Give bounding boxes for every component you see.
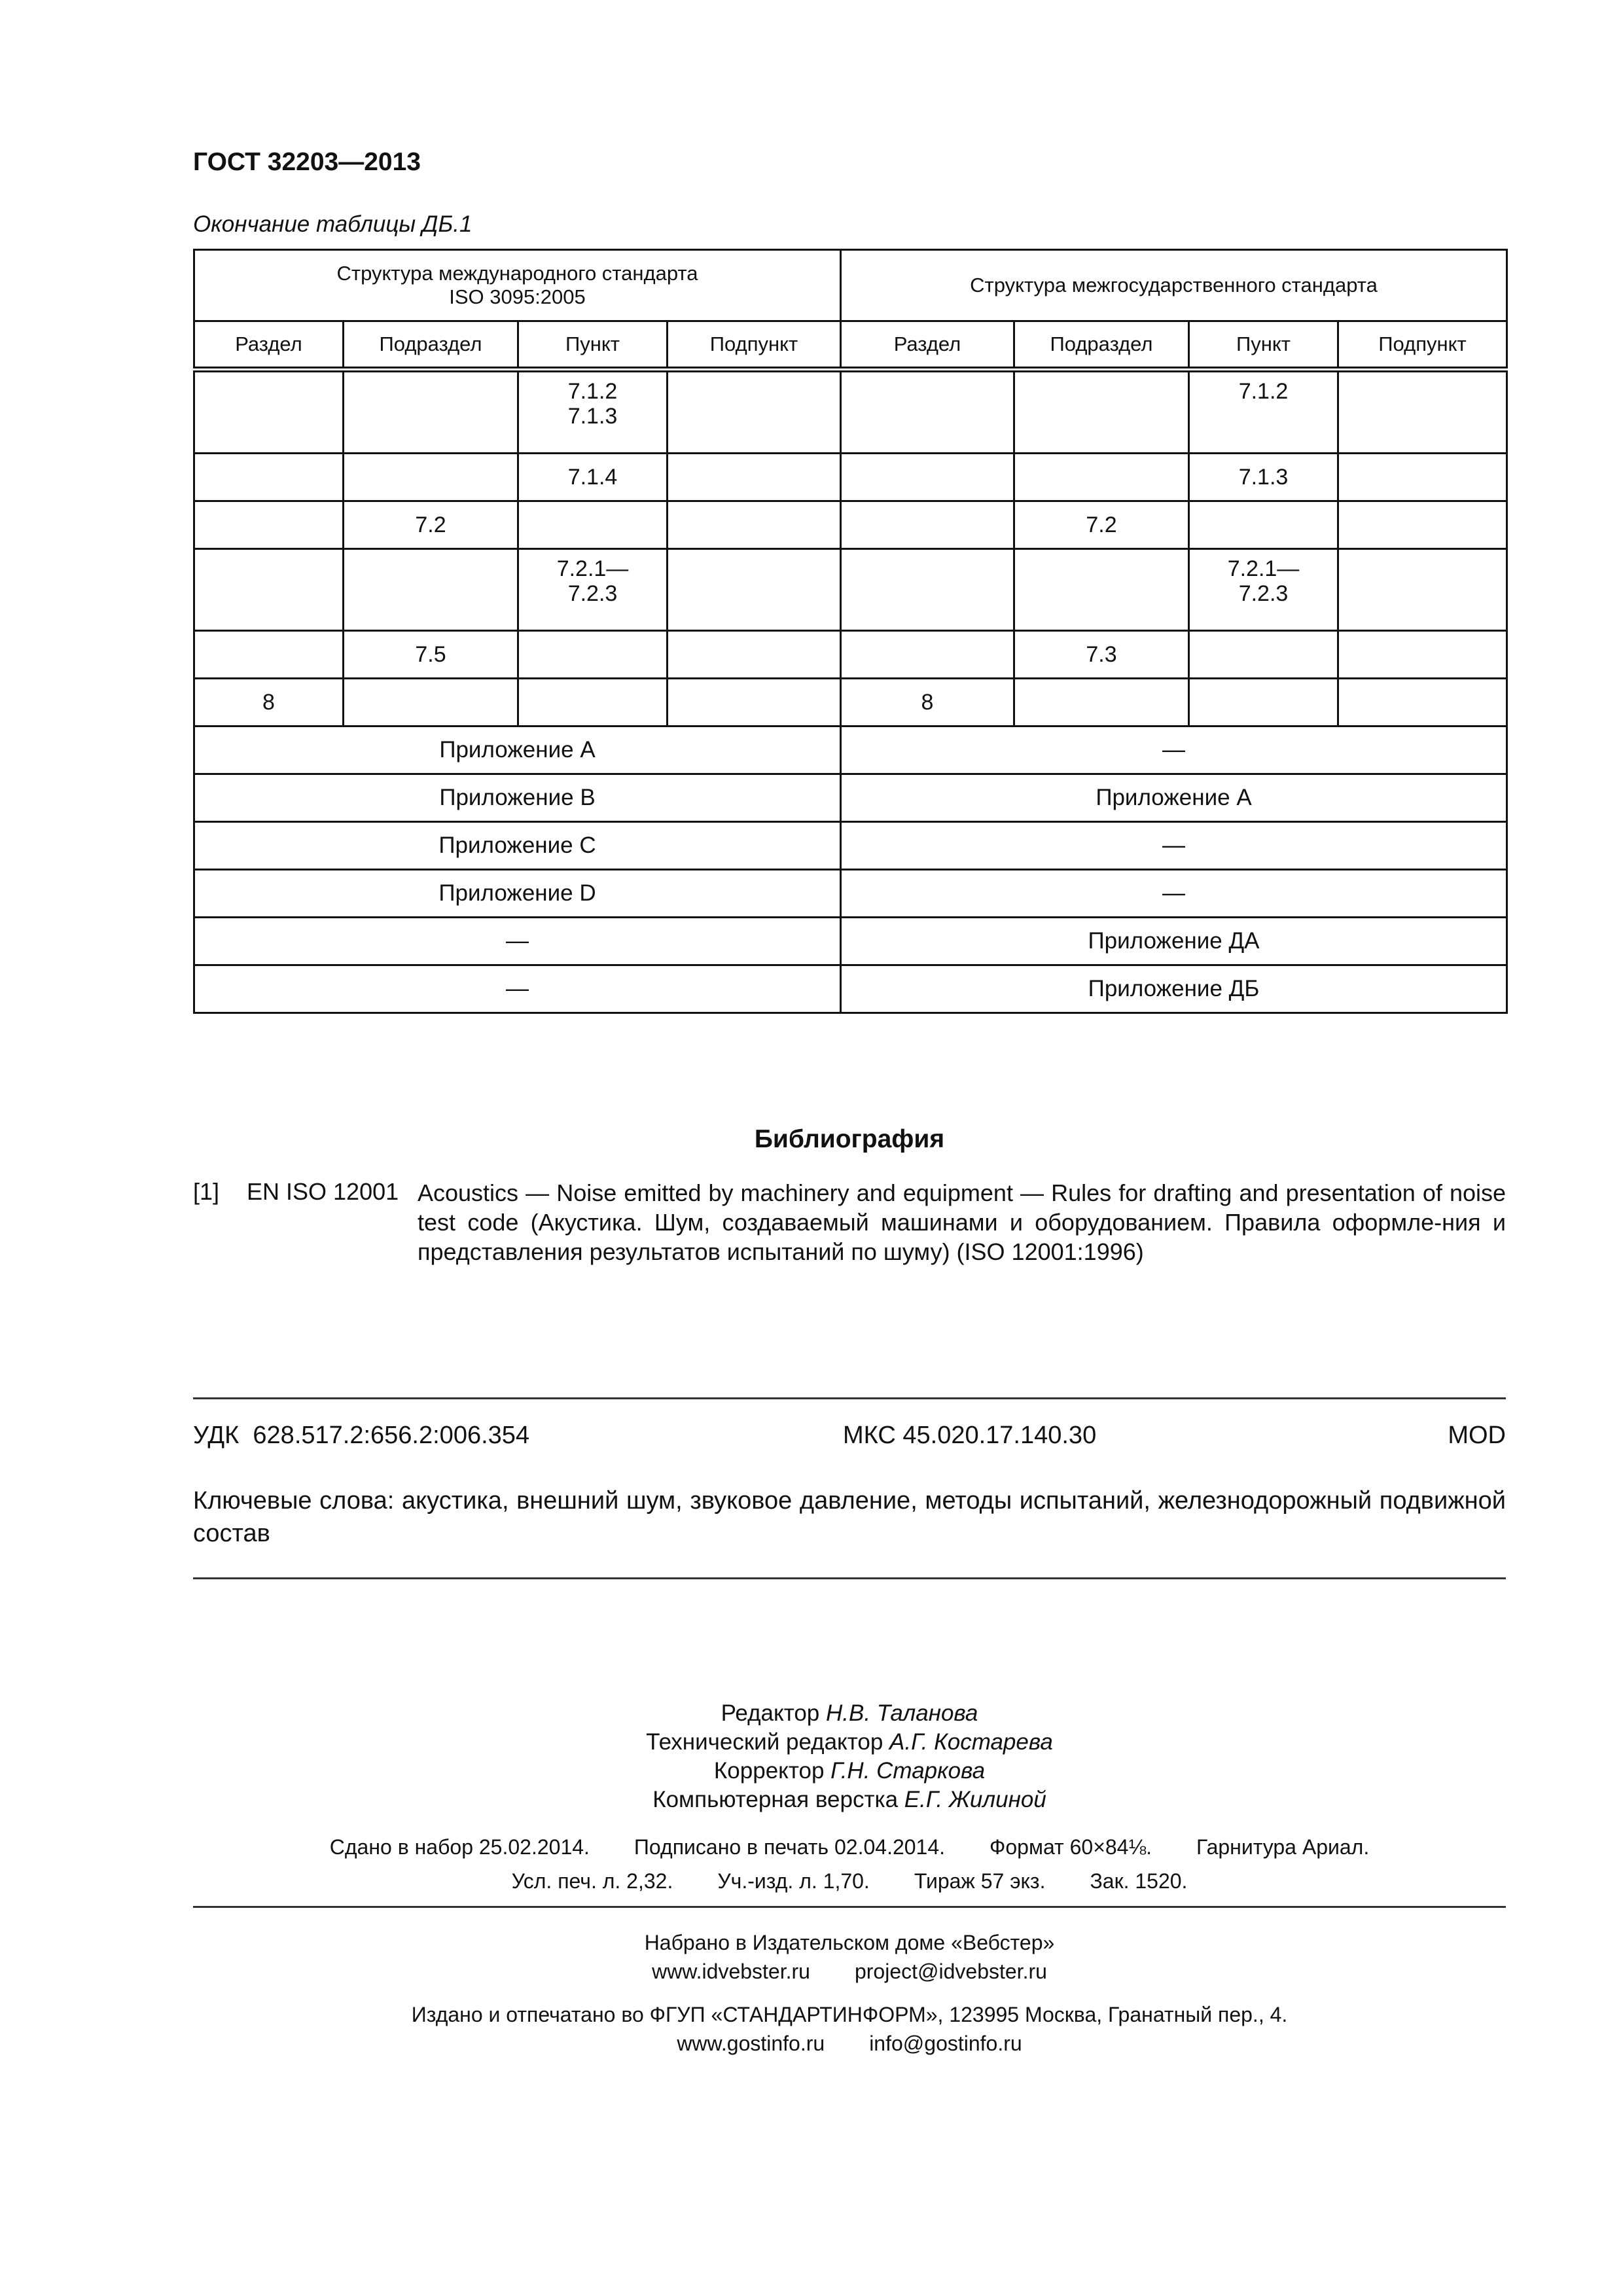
- appendix-row: [194, 822, 1507, 870]
- appendix-cell: —: [841, 870, 1507, 918]
- email-link[interactable]: project@idvebster.ru: [854, 1960, 1047, 1983]
- credit-technical-editor: Технический редактор А.Г. Костарева: [646, 1729, 1053, 1755]
- table-cell: [668, 454, 841, 501]
- credit-layout: Компьютерная верстка Е.Г. Жилиной: [652, 1787, 1046, 1812]
- column-header: Раздел: [841, 321, 1014, 370]
- table-cell: 7.2.1— 7.2.3: [1189, 549, 1338, 631]
- table-cell: 8: [194, 679, 344, 726]
- mod-label: MOD: [1448, 1422, 1506, 1449]
- appendix-cell: Приложение ДА: [841, 918, 1507, 965]
- appendix-cell: —: [194, 918, 841, 965]
- column-header: Пункт: [1189, 321, 1338, 370]
- appendix-cell: —: [194, 965, 841, 1013]
- table-cell: [1338, 679, 1507, 726]
- table-cell: [1338, 454, 1507, 501]
- table-cell: [194, 549, 344, 631]
- table-cell: 7.3: [1014, 631, 1189, 679]
- bibliography-reference-code: EN ISO 12001: [247, 1178, 399, 1205]
- table-cell: [344, 679, 518, 726]
- appendix-cell: Приложение С: [194, 822, 841, 870]
- table-cell: [518, 501, 668, 549]
- printed-by: Издано и отпечатано во ФГУП «СТАНДАРТИНФОРМ», 123995 Москва, Гранатный пер., 4.: [411, 2003, 1288, 2026]
- table-row: [194, 501, 1507, 549]
- table-cell: 7.1.4: [518, 454, 668, 501]
- column-header: Подраздел: [344, 321, 518, 370]
- document-code: ГОСТ 32203—2013: [193, 148, 421, 176]
- appendix-row: [194, 870, 1507, 918]
- table-cell: [1014, 679, 1189, 726]
- bibliography-entry-text: Acoustics — Noise emitted by machinery and equipment — Rules for drafting and presentation of noise test code (Акустика. Шум, создаваемый машинами и оборудованием. Правила оформле-ния и представления результатов испытаний по шуму) (ISO 12001:1996): [418, 1179, 1506, 1265]
- appendix-cell: Приложение D: [194, 870, 841, 918]
- typeset-links: [0, 1960, 1623, 1984]
- divider: [193, 1906, 1506, 1908]
- table-cell: 7.1.2 7.1.3: [518, 370, 668, 454]
- table-cell: [668, 501, 841, 549]
- table-cell: [1014, 370, 1189, 454]
- table-cell: [841, 370, 1014, 454]
- divider: [193, 1397, 1506, 1399]
- table-cell: [841, 454, 1014, 501]
- table-cell: [194, 631, 344, 679]
- table-cell: [1189, 679, 1338, 726]
- column-header: Раздел: [194, 321, 344, 370]
- table-caption: Окончание таблицы ДБ.1: [193, 211, 473, 237]
- table-cell: [1338, 370, 1507, 454]
- table-cell: [1189, 501, 1338, 549]
- table-cell: [1338, 631, 1507, 679]
- credit-proofreader: Корректор Г.Н. Старкова: [713, 1758, 986, 1784]
- interstate-structure-header: Структура межгосударственного стандарта: [841, 250, 1507, 321]
- table-cell: [344, 454, 518, 501]
- appendix-cell: Приложение ДБ: [841, 965, 1507, 1013]
- table-row: [194, 679, 1507, 726]
- column-header: Пункт: [518, 321, 668, 370]
- table-cell: [344, 549, 518, 631]
- email-link[interactable]: info@gostinfo.ru: [869, 2032, 1022, 2055]
- udk-code: УДК 628.517.2:656.2:006.354: [193, 1422, 530, 1449]
- table-body: [194, 370, 1507, 726]
- keywords: Ключевые слова: акустика, внешний шум, звуковое давление, методы испытаний, железнодорожный подвижной состав: [193, 1487, 1506, 1547]
- appendix-cell: Приложение B: [194, 774, 841, 822]
- table-cell: [668, 679, 841, 726]
- table-cell: [344, 370, 518, 454]
- table-cell: [1014, 549, 1189, 631]
- appendix-cell: Приложение A: [194, 726, 841, 774]
- table-cell: 7.5: [344, 631, 518, 679]
- table-row: [194, 370, 1507, 454]
- column-header: Подраздел: [1014, 321, 1189, 370]
- table-cell: [841, 549, 1014, 631]
- website-link[interactable]: www.idvebster.ru: [652, 1960, 810, 1983]
- table-cell: 7.1.3: [1189, 454, 1338, 501]
- appendix-row: [194, 774, 1507, 822]
- table-cell: [1338, 501, 1507, 549]
- table-row: [194, 631, 1507, 679]
- appendix-row: [194, 965, 1507, 1013]
- credit-editor: Редактор Н.В. Таланова: [721, 1700, 978, 1726]
- table-cell: [668, 631, 841, 679]
- website-link[interactable]: www.gostinfo.ru: [677, 2032, 825, 2055]
- appendix-cell: —: [841, 822, 1507, 870]
- table-cell: 7.2.1— 7.2.3: [518, 549, 668, 631]
- table-cell: [841, 631, 1014, 679]
- table-column-headers: [194, 321, 1507, 370]
- table-cell: [518, 631, 668, 679]
- column-header: Подпункт: [668, 321, 841, 370]
- table-cell: [194, 370, 344, 454]
- divider: [193, 1577, 1506, 1579]
- imprint-line-2: Усл. печ. л. 2,32. Уч.-изд. л. 1,70. Тираж 57 экз. Зак. 1520.: [511, 1869, 1188, 1893]
- table-cell: [194, 454, 344, 501]
- bibliography-heading: Библиография: [754, 1125, 945, 1153]
- table-cell: [668, 549, 841, 631]
- imprint-line-1: Сдано в набор 25.02.2014. Подписано в печать 02.04.2014. Формат 60×84⅛. Гарнитура Ариал.: [329, 1835, 1370, 1859]
- appendix-rows: [194, 726, 1507, 1013]
- table-cell: 7.1.2: [1189, 370, 1338, 454]
- table-cell: [194, 501, 344, 549]
- table-cell: [841, 501, 1014, 549]
- appendix-cell: Приложение А: [841, 774, 1507, 822]
- table-cell: [668, 370, 841, 454]
- printed-links: [0, 2032, 1623, 2056]
- table-cell: 7.2: [1014, 501, 1189, 549]
- table-group-header: [194, 250, 1507, 321]
- appendix-row: [194, 918, 1507, 965]
- appendix-cell: —: [841, 726, 1507, 774]
- appendix-row: [194, 726, 1507, 774]
- table-row: [194, 549, 1507, 631]
- table-cell: [1189, 631, 1338, 679]
- table-cell: [1014, 454, 1189, 501]
- mks-code: МКС 45.020.17.140.30: [843, 1422, 1097, 1449]
- table-cell: 8: [841, 679, 1014, 726]
- column-header: Подпункт: [1338, 321, 1507, 370]
- typeset-by: Набрано в Издательском доме «Вебстер»: [644, 1931, 1055, 1954]
- structure-correspondence-table: [193, 249, 1508, 1014]
- bibliography-number: [1]: [193, 1178, 220, 1205]
- table-row: [194, 454, 1507, 501]
- international-structure-header: Структура международного стандарта ISO 3095:2005: [194, 250, 841, 321]
- table-cell: [518, 679, 668, 726]
- table-cell: [1338, 549, 1507, 631]
- table-cell: 7.2: [344, 501, 518, 549]
